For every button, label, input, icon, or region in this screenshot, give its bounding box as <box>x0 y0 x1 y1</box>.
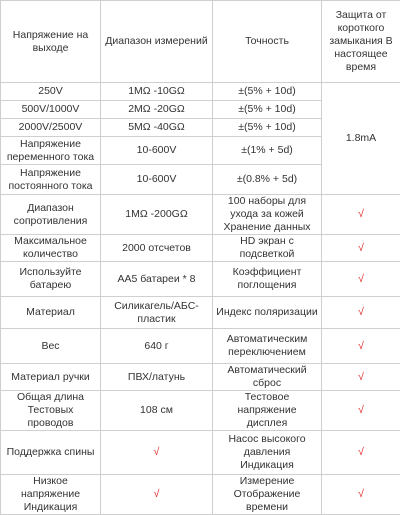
table-row <box>1 297 400 329</box>
cell-feature: Поддержка спины <box>1 431 101 475</box>
check-mark: √ <box>101 431 213 475</box>
cell-feature-2: Измерение Отображение времени <box>213 475 322 515</box>
cell-voltage: 250V <box>1 83 101 101</box>
table-row <box>1 431 400 475</box>
cell-value: ПВХ/латунь <box>101 364 213 391</box>
cell-value: 1MΩ -200GΩ <box>101 195 213 235</box>
cell-short-circuit-current: 1.8mA <box>322 83 400 195</box>
cell-feature-2: Индекс поляризации <box>213 297 322 329</box>
cell-feature: Диапазон сопротивления <box>1 195 101 235</box>
cell-range: 2MΩ -20GΩ <box>101 101 213 119</box>
cell-voltage: Напряжение переменного тока <box>1 137 101 165</box>
table-row <box>1 195 400 235</box>
cell-feature: Используйте батарею <box>1 262 101 297</box>
cell-accuracy: ±(0.8% + 5d) <box>213 165 322 195</box>
header-accuracy: Точность <box>213 1 322 83</box>
check-mark: √ <box>322 235 400 262</box>
cell-feature-2: Насос высокого давления Индикация <box>213 431 322 475</box>
cell-range: 1MΩ -10GΩ <box>101 83 213 101</box>
table-row <box>1 475 400 515</box>
cell-accuracy: ±(5% + 10d) <box>213 101 322 119</box>
check-mark: √ <box>101 475 213 515</box>
check-mark: √ <box>322 297 400 329</box>
cell-voltage: 2000V/2500V <box>1 119 101 137</box>
header-output-voltage: Напряжение на выходе <box>1 1 101 83</box>
table-row <box>1 391 400 431</box>
cell-value: AA5 батареи * 8 <box>101 262 213 297</box>
check-mark: √ <box>322 475 400 515</box>
cell-accuracy: ±(1% + 5d) <box>213 137 322 165</box>
cell-feature-2: HD экран с подсветкой <box>213 235 322 262</box>
cell-feature-2: Автоматический сброс <box>213 364 322 391</box>
cell-voltage: 500V/1000V <box>1 101 101 119</box>
cell-accuracy: ±(5% + 10d) <box>213 119 322 137</box>
cell-range: 5MΩ -40GΩ <box>101 119 213 137</box>
check-mark: √ <box>322 195 400 235</box>
table-header-row <box>1 1 400 83</box>
header-measurement-range: Диапазон измерений <box>101 1 213 83</box>
cell-feature: Вес <box>1 329 101 364</box>
check-mark: √ <box>322 364 400 391</box>
cell-range: 10-600V <box>101 165 213 195</box>
header-short-circuit-current: Защита от короткого замыкания В настоящее время <box>322 1 400 83</box>
cell-value: Силикагель/АБС-пластик <box>101 297 213 329</box>
cell-feature: Материал <box>1 297 101 329</box>
cell-value: 2000 отсчетов <box>101 235 213 262</box>
cell-range: 10-600V <box>101 137 213 165</box>
table-row <box>1 83 400 101</box>
cell-value: 108 см <box>101 391 213 431</box>
check-mark: √ <box>322 329 400 364</box>
cell-feature-2: Коэффициент поглощения <box>213 262 322 297</box>
table-row <box>1 262 400 297</box>
check-mark: √ <box>322 262 400 297</box>
cell-feature: Общая длина Тестовых проводов <box>1 391 101 431</box>
cell-feature-2: Автоматическим переключением <box>213 329 322 364</box>
cell-voltage: Напряжение постоянного тока <box>1 165 101 195</box>
cell-accuracy: ±(5% + 10d) <box>213 83 322 101</box>
table-row <box>1 235 400 262</box>
table-row <box>1 329 400 364</box>
cell-value: 640 г <box>101 329 213 364</box>
cell-feature: Материал ручки <box>1 364 101 391</box>
cell-feature-2: Тестовое напряжение дисплея <box>213 391 322 431</box>
table-row <box>1 364 400 391</box>
check-mark: √ <box>322 431 400 475</box>
cell-feature: Низкое напряжение Индикация <box>1 475 101 515</box>
cell-feature-2: 100 наборы для ухода за кожей Хранение данных <box>213 195 322 235</box>
check-mark: √ <box>322 391 400 431</box>
cell-feature: Максимальное количество <box>1 235 101 262</box>
